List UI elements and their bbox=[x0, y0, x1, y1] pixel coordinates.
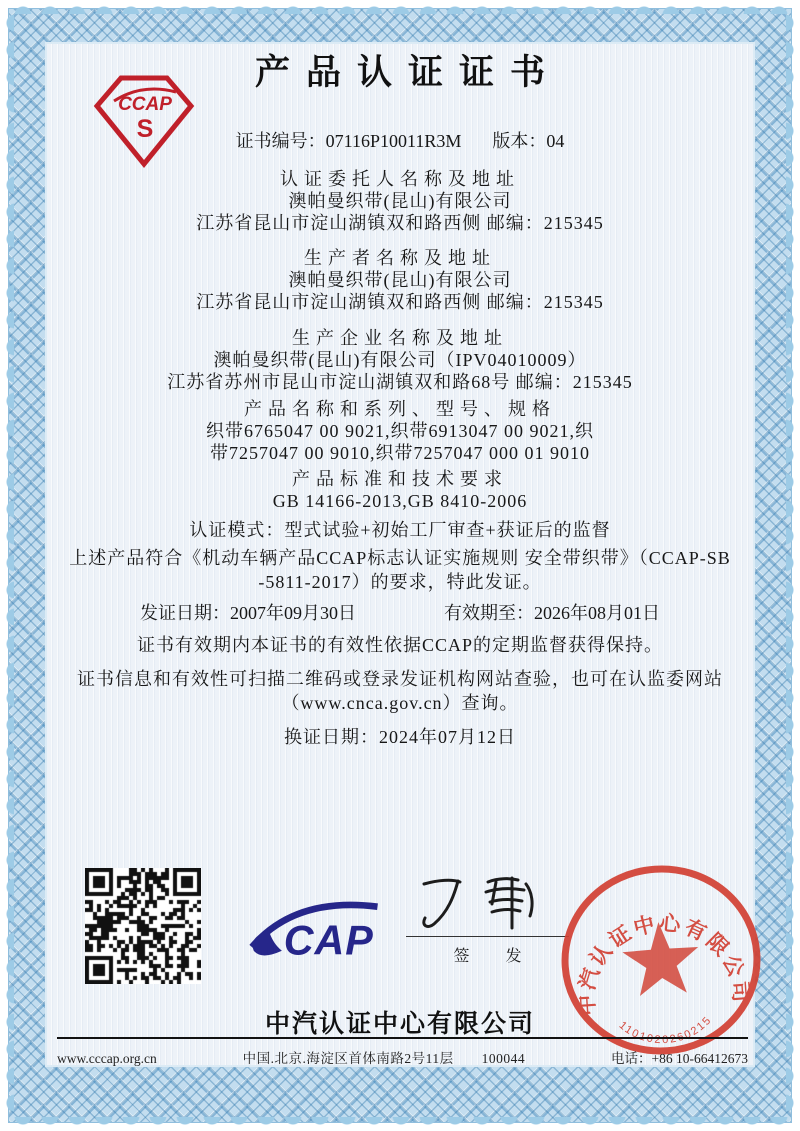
renewal-date-line: 换证日期：2024年07月12日 bbox=[284, 727, 516, 747]
applicant-name: 澳帕曼织带(昆山)有限公司 bbox=[288, 191, 512, 211]
issue-date: 发证日期：2007年09月30日 bbox=[140, 603, 356, 623]
version-value: 04 bbox=[546, 131, 565, 151]
validity-maintain-line: 证书有效期内本证书的有效性依据CCAP的定期监督获得保持。 bbox=[136, 635, 664, 655]
verification-note bbox=[0, 667, 800, 715]
standards-value: GB 14166-2013,GB 8410-2006 bbox=[272, 491, 528, 511]
footer-phone: 电话：+86 10-66412673 bbox=[611, 1051, 748, 1066]
producer-address: 江苏省昆山市淀山湖镇双和路西侧 邮编：215345 bbox=[196, 292, 604, 312]
expiry-date: 有效期至：2026年08月01日 bbox=[444, 603, 660, 623]
factory-section bbox=[0, 327, 800, 393]
conformity-statement bbox=[0, 546, 800, 594]
statement-line-2: -5811-2017）的要求，特此发证。 bbox=[258, 572, 542, 592]
producer-name: 澳帕曼织带(昆山)有限公司 bbox=[288, 270, 512, 290]
verification-line-1: 证书信息和有效性可扫描二维码或登录发证机构网站查验，也可在认监委网站 bbox=[77, 669, 723, 689]
footer-postcode: 100044 bbox=[481, 1051, 526, 1066]
statement-line-1: 上述产品符合《机动车辆产品CCAP标志认证实施规则 安全带织带》（CCAP-SB bbox=[69, 548, 731, 568]
top-mark-text: CCAP bbox=[118, 94, 172, 115]
producer-section bbox=[0, 247, 800, 313]
signature-block bbox=[400, 870, 575, 966]
signature-icon bbox=[408, 870, 568, 934]
page-title: 产品认证证书 bbox=[254, 53, 561, 92]
top-mark-letter: S bbox=[136, 115, 154, 143]
product-models-line-2: 带7257047 00 9010,织带7257047 000 01 9010 bbox=[210, 443, 590, 463]
qr-code bbox=[85, 868, 201, 984]
verification-line-2: （www.cnca.gov.cn）查询。 bbox=[281, 693, 519, 713]
factory-name: 澳帕曼织带(昆山)有限公司（IPV04010009） bbox=[213, 350, 587, 370]
product-models-line-1: 织带6765047 00 9021,织带6913047 00 9021,织 bbox=[206, 421, 594, 441]
factory-address: 江苏省苏州市昆山市淀山湖镇双和路68号 邮编：215345 bbox=[167, 372, 633, 392]
applicant-section bbox=[0, 168, 800, 234]
footer-website: www.cccap.org.cn bbox=[57, 1051, 157, 1066]
border-scallop-bottom bbox=[10, 1117, 790, 1129]
factory-heading: 生产企业名称及地址 bbox=[292, 328, 508, 348]
product-section bbox=[0, 398, 800, 464]
certification-mode-line: 认证模式：型式试验+初始工厂审查+获证后的监督 bbox=[189, 520, 611, 540]
footer-divider bbox=[57, 1037, 748, 1039]
signature-rule bbox=[406, 936, 569, 937]
issuer-company-name: 中汽认证中心有限公司 bbox=[264, 1010, 535, 1038]
seal-serial-number: 1101020260215 bbox=[616, 1013, 715, 1047]
ccap-logo-icon bbox=[235, 893, 385, 971]
applicant-heading: 认证委托人名称及地址 bbox=[280, 169, 520, 189]
cert-no-label: 证书编号： bbox=[235, 131, 326, 151]
certificate-number-line bbox=[0, 130, 800, 152]
standards-section bbox=[0, 468, 800, 512]
standards-heading: 产品标准和技术要求 bbox=[292, 469, 508, 489]
dates-row bbox=[0, 601, 800, 625]
signed-by-label: 签 发 bbox=[453, 948, 538, 965]
footer-bar bbox=[57, 1047, 748, 1067]
version-label: 版本： bbox=[492, 131, 547, 151]
producer-heading: 生产者名称及地址 bbox=[304, 248, 496, 268]
seal-company-text: 中汽认证中心有限公司 bbox=[575, 911, 753, 1017]
cert-no-value: 07116P10011R3M bbox=[325, 131, 462, 151]
applicant-address: 江苏省昆山市淀山湖镇双和路西侧 邮编：215345 bbox=[196, 213, 604, 233]
product-heading: 产品名称和系列、型号、规格 bbox=[244, 399, 556, 419]
footer-address: 中国.北京.海淀区首体南路2号11层 100044 bbox=[242, 1051, 526, 1066]
issuer-logo-text: CAP bbox=[283, 917, 374, 964]
